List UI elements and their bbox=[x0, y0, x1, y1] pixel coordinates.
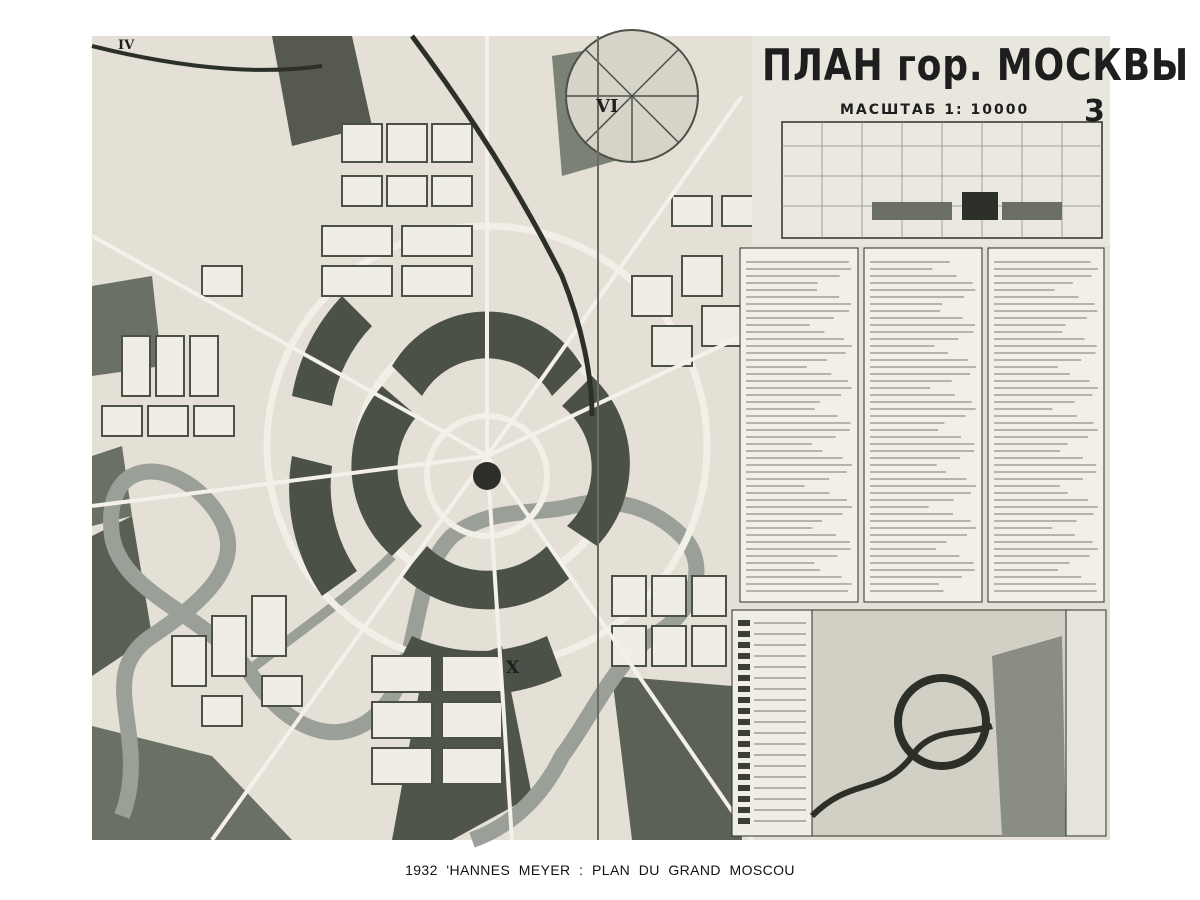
image-caption: 1932 'HANNES MEYER : PLAN DU GRAND MOSCOU bbox=[405, 862, 795, 878]
map-sheet-number: 3 bbox=[1084, 94, 1105, 129]
legend-swatch bbox=[738, 818, 750, 824]
legend-swatch bbox=[738, 642, 750, 648]
legend-swatch bbox=[738, 664, 750, 670]
district-label-x: X bbox=[506, 658, 520, 678]
legend-swatch bbox=[738, 675, 750, 681]
inset-map-city bbox=[992, 636, 1066, 836]
legend-swatch bbox=[738, 708, 750, 714]
legend-swatch bbox=[738, 631, 750, 637]
district-label-iv: IV bbox=[118, 38, 135, 53]
map-scale-label: МАСШТАБ 1: 10000 bbox=[840, 102, 1030, 118]
legend-swatch bbox=[738, 653, 750, 659]
legend-swatch bbox=[738, 620, 750, 626]
legend-swatch bbox=[738, 774, 750, 780]
legend-swatch bbox=[738, 796, 750, 802]
legend-swatch bbox=[738, 741, 750, 747]
legend-swatch bbox=[738, 807, 750, 813]
legend-swatch bbox=[738, 730, 750, 736]
elevation-building bbox=[1002, 202, 1062, 220]
legend-swatch bbox=[738, 763, 750, 769]
scale-bar-panel bbox=[1066, 610, 1106, 836]
elevation-building bbox=[872, 202, 952, 220]
elevation-building bbox=[962, 192, 998, 220]
map-image bbox=[92, 36, 1190, 840]
legend-swatch bbox=[738, 697, 750, 703]
city-plan-drawing bbox=[92, 36, 1190, 840]
district-label-vi: VI bbox=[596, 96, 619, 117]
outer-green-zone bbox=[612, 676, 742, 840]
legend-swatch bbox=[738, 752, 750, 758]
legend-swatch bbox=[738, 785, 750, 791]
legend-swatch bbox=[738, 719, 750, 725]
legend-swatch bbox=[738, 686, 750, 692]
kremlin-center bbox=[473, 462, 501, 490]
map-sheet-title: ПЛАН гор. МОСКВЫ bbox=[762, 40, 1190, 91]
